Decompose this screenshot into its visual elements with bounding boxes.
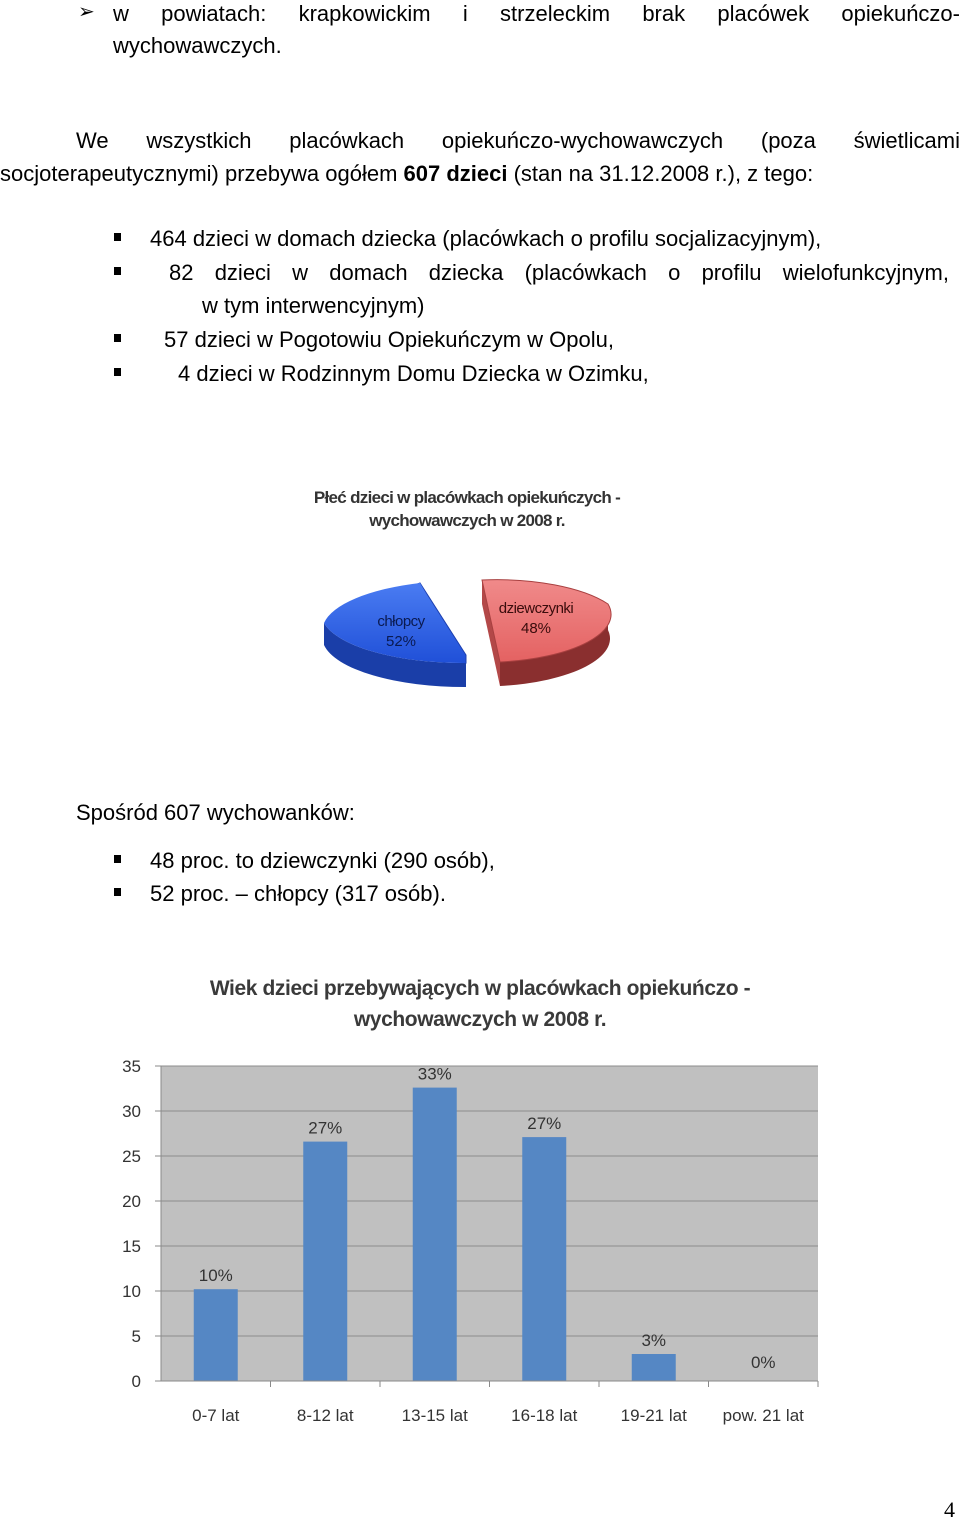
- pie-label-dziewczynki: dziewczynki: [498, 600, 574, 617]
- paragraph-line2: [0, 163, 813, 185]
- list-item: 82 dzieci w domach dziecka (placówkach o profilu wielofunkcyjnym,: [169, 260, 949, 285]
- bar: [413, 1088, 457, 1381]
- pie-pct-dziewczynki: 48%: [520, 620, 552, 637]
- gender-pie-chart: [290, 480, 670, 710]
- y-tick-label: 15: [122, 1237, 141, 1256]
- bar-data-label: 33%: [417, 1064, 452, 1084]
- bar-chart-title-line1: Wiek dzieci przebywających w placówkach opiekuńczo -: [209, 977, 751, 1000]
- bar-chart-title-line2: wychowawczych w 2008 r.: [353, 1008, 607, 1031]
- pie-title-line2: wychowawczych w 2008 r.: [369, 511, 565, 530]
- bar: [194, 1289, 238, 1381]
- y-tick-label: 20: [122, 1192, 141, 1211]
- paragraph-wychowankowie: Spośród 607 wychowanków:: [76, 800, 355, 825]
- y-tick-label: 10: [122, 1282, 141, 1301]
- bar: [522, 1137, 566, 1381]
- x-tick-label: 13-15 lat: [401, 1406, 468, 1425]
- paragraph-line1: We wszystkich placówkach opiekuńczo-wychowawczych (poza świetlicami: [76, 128, 960, 153]
- list-item-continuation: w tym interwencyjnym): [202, 293, 425, 318]
- pie-title-line1: Płeć dzieci w placówkach opiekuńczych -: [313, 488, 621, 507]
- x-tick-label: pow. 21 lat: [722, 1406, 804, 1425]
- square-bullet-icon: [114, 888, 121, 896]
- paragraph-line2-bold: 607 dzieci: [403, 161, 508, 186]
- page-number: 4: [944, 1497, 955, 1522]
- paragraph-line2-pre: socjoterapeutycznymi) przebywa ogółem: [0, 161, 404, 186]
- x-tick-label: 19-21 lat: [620, 1406, 687, 1425]
- list-item: 52 proc. – chłopcy (317 osób).: [150, 881, 446, 906]
- square-bullet-icon: [114, 334, 121, 342]
- list-item: 4 dzieci w Rodzinnym Domu Dziecka w Ozimku,: [178, 361, 649, 386]
- bar-data-label: 0%: [750, 1353, 776, 1372]
- age-bar-chart: [100, 960, 840, 1440]
- bar-data-label: 3%: [641, 1331, 667, 1350]
- square-bullet-icon: [114, 368, 121, 376]
- square-bullet-icon: [114, 233, 121, 241]
- bar-data-label: 27%: [527, 1114, 562, 1134]
- square-bullet-icon: [114, 267, 121, 275]
- list-item: 48 proc. to dziewczynki (290 osób),: [150, 848, 495, 873]
- paragraph-line2-post: (stan na 31.12.2008 r.), z tego:: [507, 161, 814, 186]
- list-item-powiaty-line1: w powiatach: krapkowickim i strzeleckim brak placówek opiekuńczo-: [113, 1, 960, 26]
- y-tick-label: 5: [131, 1327, 141, 1346]
- pie-label-chlopcy: chłopcy: [377, 613, 425, 630]
- bar-data-label: 10%: [198, 1266, 233, 1286]
- x-tick-label: 16-18 lat: [511, 1406, 578, 1425]
- list-item-powiaty-line2: wychowawczych.: [113, 33, 282, 58]
- y-tick-label: 25: [122, 1147, 141, 1166]
- list-item: 464 dzieci w domach dziecka (placówkach o profilu socjalizacyjnym),: [150, 226, 822, 251]
- x-tick-label: 0-7 lat: [192, 1406, 240, 1425]
- bar: [632, 1354, 676, 1381]
- square-bullet-icon: [114, 855, 121, 863]
- x-tick-label: 8-12 lat: [296, 1406, 354, 1425]
- y-tick-label: 0: [131, 1372, 141, 1391]
- y-tick-label: 30: [122, 1102, 141, 1121]
- plot-area: [161, 1066, 818, 1381]
- list-item: 57 dzieci w Pogotowiu Opiekuńczym w Opolu,: [164, 327, 614, 352]
- bar: [303, 1142, 347, 1381]
- pie-pct-chlopcy: 52%: [385, 633, 417, 650]
- arrow-bullet-icon: ➢: [78, 1, 95, 23]
- y-tick-label: 35: [122, 1057, 141, 1076]
- bar-data-label: 27%: [308, 1118, 343, 1138]
